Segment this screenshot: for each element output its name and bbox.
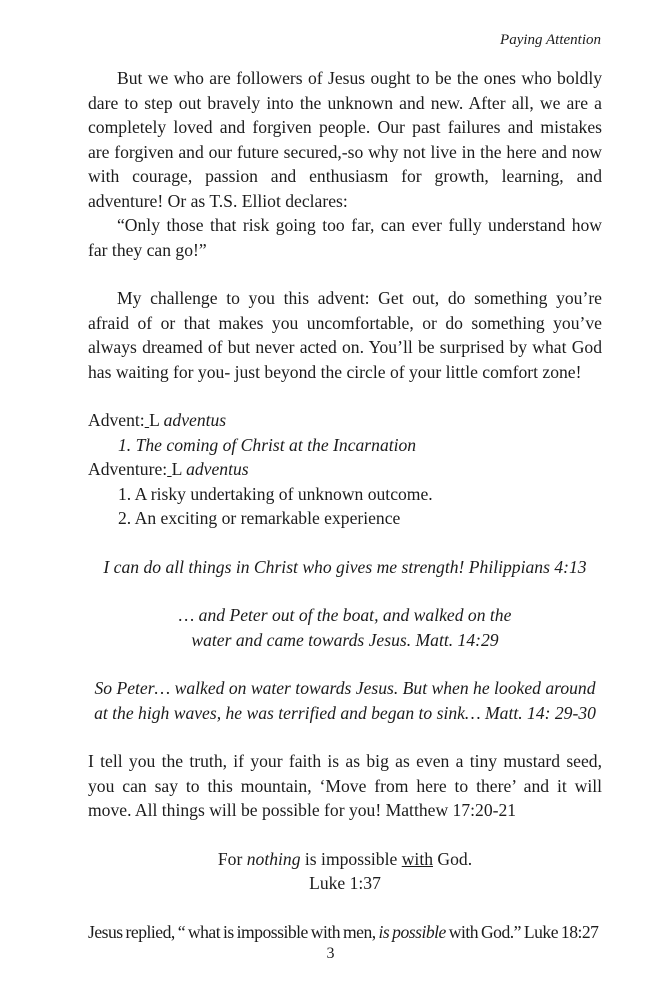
verse-line: at the high waves, he was terrified and began to sink… Matt. 14: 29-30 <box>94 702 596 723</box>
page-number: 3 <box>326 945 335 962</box>
verse-matthew-14-29 <box>88 603 602 652</box>
verse-text: with God.” Luke 18:27 <box>448 921 599 942</box>
paragraph-intro: But we who are followers of Jesus ought to be the ones who boldly dare to step out bravely into the unknown and new. After all, we are a completely loved and forgiven people. Our past failures and mistakes are forgiven and our future secured,-so why not live in the here and now with courage, passion and enthusiasm for growth, learning, and adventure! Or as T.S. Elliot declares: <box>88 68 602 211</box>
emphasis-nothing: nothing <box>246 848 301 869</box>
verse-text: For <box>217 848 243 869</box>
running-header: Paying Attention <box>500 32 601 48</box>
definition-adventure-sense-1: 1. A risky undertaking of unknown outcome. <box>118 483 433 504</box>
verse-reference: Luke 1:37 <box>309 873 381 893</box>
quote-eliot: “Only those that risk going too far, can ever fully understand how far they can go!” <box>88 215 602 260</box>
paragraph-challenge: My challenge to you this advent: Get out, do something you’re afraid of or that makes you uncomfortable, or do something you’ve always dreamed of but never acted on. You’ll be surprised by what God has waiting for you- just beyond the circle of your little comfort zone! <box>88 288 602 382</box>
etym-word: adventus <box>186 459 249 479</box>
verse-line: So Peter… walked on water towards Jesus. But when he looked around <box>94 678 596 698</box>
etym-l: L <box>149 410 160 430</box>
emphasis-is-possible: is possible <box>378 921 446 942</box>
verse-line: … and Peter out of the boat, and walked on the <box>178 605 512 625</box>
verse-line: water and came towards Jesus. Matt. 14:29 <box>191 629 499 650</box>
page-body <box>88 66 602 944</box>
definition-advent <box>88 408 602 433</box>
definition-block <box>88 408 602 531</box>
verse-text: is impossible <box>304 848 398 869</box>
verse-luke-1-37 <box>88 847 602 896</box>
term-advent: Advent: <box>88 410 145 430</box>
definition-adventure <box>88 457 602 482</box>
definition-advent-sense: 1. The coming of Christ at the Incarnation <box>118 434 417 455</box>
etym-word: adventus <box>163 410 227 430</box>
verse-line <box>88 847 602 872</box>
emphasis-with: with <box>401 848 433 869</box>
verse-philippians: I can do all things in Christ who gives me strength! Philippians 4:13 <box>103 556 587 577</box>
etym-l: L <box>171 459 182 479</box>
verse-matthew-17: I tell you the truth, if your faith is as big as even a tiny mustard seed, you can say to this mountain, ‘Move from here to there’ and it will move. All things will be possible for you! Matthew 17:20-21 <box>88 751 602 820</box>
definition-adventure-sense-2: 2. An exciting or remarkable experience <box>118 508 401 528</box>
verse-text: God. <box>437 848 473 869</box>
verse-matthew-14-30 <box>88 676 602 725</box>
verse-text: Jesus replied, “ what is impossible with men, <box>88 921 376 942</box>
verse-luke-18-27 <box>88 920 602 945</box>
term-adventure: Adventure: <box>88 459 168 479</box>
